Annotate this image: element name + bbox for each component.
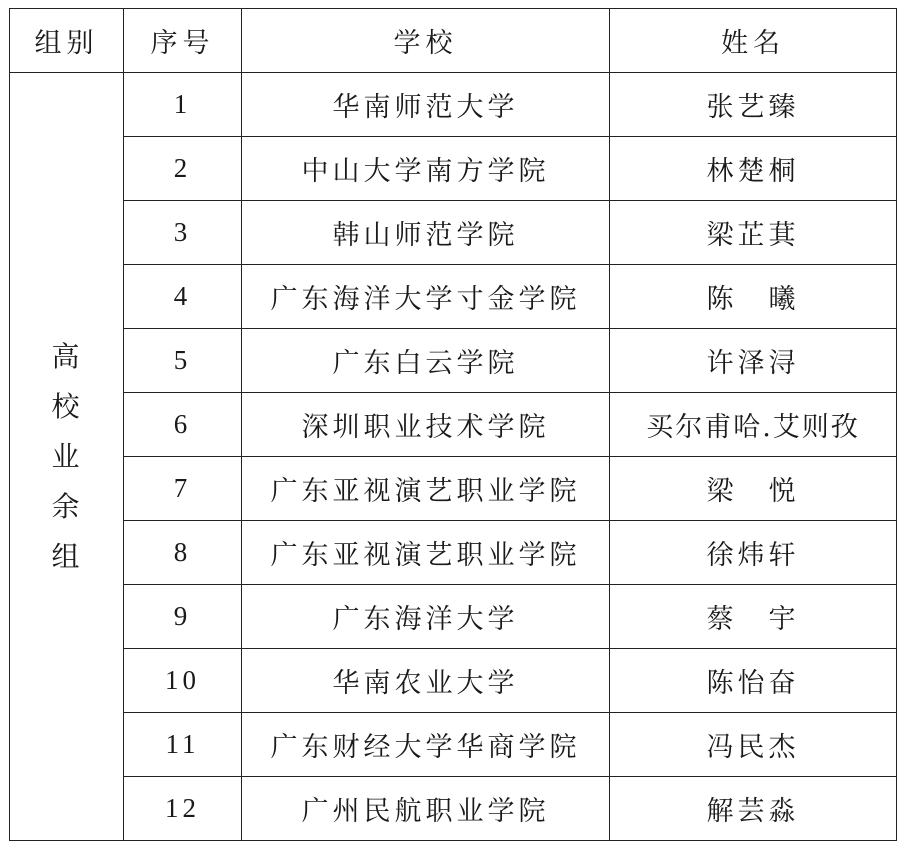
row-name: 徐炜轩 (610, 521, 897, 585)
row-school: 华南农业大学 (242, 649, 610, 713)
row-name: 梁芷萁 (610, 201, 897, 265)
table-body (10, 73, 897, 841)
row-school: 华南师范大学 (242, 73, 610, 137)
roster-table (9, 8, 897, 841)
row-school: 广东财经大学华商学院 (242, 713, 610, 777)
row-name: 解芸淼 (610, 777, 897, 841)
table-row (10, 777, 897, 841)
row-seq: 6 (124, 393, 242, 457)
row-seq: 5 (124, 329, 242, 393)
row-school: 广东亚视演艺职业学院 (242, 521, 610, 585)
row-seq: 2 (124, 137, 242, 201)
group-cell (10, 73, 124, 841)
table-row (10, 393, 897, 457)
row-seq: 8 (124, 521, 242, 585)
row-seq: 3 (124, 201, 242, 265)
table-row (10, 73, 897, 137)
row-name: 陈 曦 (610, 265, 897, 329)
header-group: 组别 (10, 9, 124, 73)
row-seq: 4 (124, 265, 242, 329)
group-label: 高校业余组 (51, 339, 84, 573)
row-school: 广东海洋大学寸金学院 (242, 265, 610, 329)
header-school: 学校 (242, 9, 610, 73)
header-name: 姓名 (610, 9, 897, 73)
row-name: 林楚桐 (610, 137, 897, 201)
row-name: 梁 悦 (610, 457, 897, 521)
row-seq: 12 (124, 777, 242, 841)
row-school: 中山大学南方学院 (242, 137, 610, 201)
table-row (10, 457, 897, 521)
row-name: 冯民杰 (610, 713, 897, 777)
row-seq: 9 (124, 585, 242, 649)
row-seq: 10 (124, 649, 242, 713)
row-seq: 1 (124, 73, 242, 137)
row-seq: 7 (124, 457, 242, 521)
row-name: 陈怡奋 (610, 649, 897, 713)
row-name: 买尔甫哈.艾则孜 (610, 393, 897, 457)
row-name: 蔡 宇 (610, 585, 897, 649)
table-row (10, 137, 897, 201)
table-row (10, 201, 897, 265)
row-school: 广东海洋大学 (242, 585, 610, 649)
table-row (10, 585, 897, 649)
row-seq: 11 (124, 713, 242, 777)
table-row (10, 649, 897, 713)
row-school: 广州民航职业学院 (242, 777, 610, 841)
table-row (10, 329, 897, 393)
row-school: 广东白云学院 (242, 329, 610, 393)
header-row (10, 9, 897, 73)
header-seq: 序号 (124, 9, 242, 73)
table-header (10, 9, 897, 73)
row-school: 深圳职业技术学院 (242, 393, 610, 457)
table-row (10, 521, 897, 585)
row-name: 许泽浔 (610, 329, 897, 393)
row-school: 广东亚视演艺职业学院 (242, 457, 610, 521)
table-row (10, 265, 897, 329)
table-row (10, 713, 897, 777)
row-school: 韩山师范学院 (242, 201, 610, 265)
row-name: 张艺臻 (610, 73, 897, 137)
